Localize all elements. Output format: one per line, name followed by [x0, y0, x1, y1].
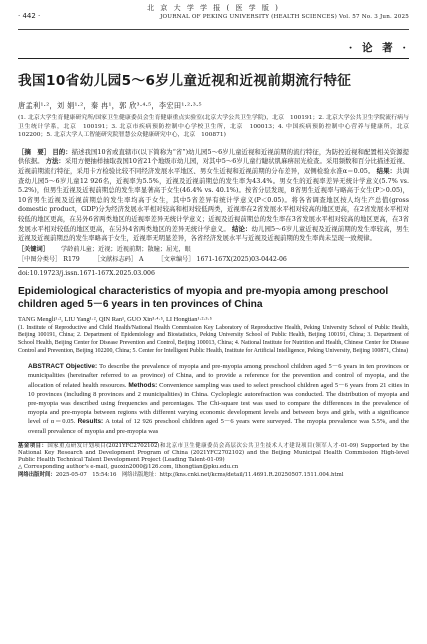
conclusion-text-cn: 幼儿园5～6岁儿童近视及近视前期的发生率较高，男生近视及近视前期总的发生率略高于女生，近视率无明显差异，各省经济发展水平与近视及近视前期的发生率尚未呈现一致规律。: [18, 224, 409, 243]
journal-name-en: JOURNAL OF PEKING UNIVERSITY (HEALTH SCIENCES) Vol. 57 No. 3 Jun. 2025: [160, 14, 409, 20]
footnote-corresponding: [18, 464, 409, 471]
methods-label-cn: 方法：: [45, 157, 65, 166]
results-text-en: A total of 12 926 preschool children aged 5－6 years were surveyed. The myopia prevalence was 5.5%, and the overall prevalence of myopia and pre-myopia was: [28, 418, 410, 435]
document-code: ［文献标志码］ A: [93, 255, 144, 263]
authors-en: TANG Mengli¹·², LIU Yang¹·², QIN Ran¹, GUO Xin³·⁴·⁵, LI Hongtian¹·²·³·⁵: [18, 315, 212, 323]
objective-text-cn: 描述我国10省或直辖市(以下简称为“省”)幼儿园5～6岁儿童近视和近视前期的流行特征，为防控近视和配置相关资源提供依据。: [18, 147, 409, 166]
doi: doi:10.19723/j.issn.1671-167X.2025.03.006: [18, 269, 155, 277]
abstract-label-cn: ［摘 要］: [18, 147, 51, 156]
methods-text-en: Convenience sampling was used to select preschool children aged 5－6 years from 21 cities in 10 provinces (including 8 provinces and 2 municipalities) in China. Cycloplegic autorefraction was conducted. The distribution of myopia and pre-myopia was described using frequencies and percentages. The Chi-square test was used to compare the differences in the prevalence of myopia and pre-myopia between regions with different varying economic development levels and between boys and girls, with a significance level of α＝0.05.: [28, 381, 409, 426]
clc-number: ［中图分类号］ R179: [18, 255, 80, 263]
footnote-online: [18, 472, 409, 479]
methods-text-cn: 采用方便抽样抽取我国10省21个地级市幼儿园，对其中5～6岁儿童行睫状肌麻痹屈光检查。采用频数和百分比描述近视、近视前期流行特征，采用卡方检验比较不同经济发展水平地区、男女生近视和近视前期的分布差异，双侧检验水准α＝0.05。: [18, 157, 409, 175]
abstract-label-en: ABSTRACT: [28, 363, 64, 371]
corresponding-label: △ Corresponding author's e-mail,: [18, 464, 109, 471]
classification-meta: [18, 255, 409, 264]
objective-label-en: Objective:: [65, 363, 98, 371]
authors-cn: 唐孟利¹·²，刘 娟¹·²，秦 冉¹，郭 欣³·⁴·⁵，李宏田¹·²·³·⁵: [18, 101, 202, 110]
article-number: ［文章编号］ 1671-167X(2025)03-0442-06: [157, 255, 287, 263]
page-number: · 442 ·: [18, 12, 41, 20]
article-title-cn: 我国10省幼儿园5～6岁儿童近视和近视前期流行特征: [18, 73, 352, 89]
keywords-label-cn: ［关键词］: [18, 245, 49, 253]
corresponding-email[interactable]: guoxin2000@126.com, lihongtian@pku.edu.cn: [110, 464, 239, 471]
results-text-cn: 共调查幼儿园5～6岁儿童12 926名，近视率为5.5%，近视及近视前期总的发生率为43.4%。男女生的近视率差异无统计学意义(5.7% vs. 5.2%)，但男生近视及近视前期总的发生率显著高于女生(46.4% vs. 40.1%)。按省分层发现，8省男生近视率与略高于女生(P＞0.05)，10省男生近视及近视前期总的发生率均高于女生，其中5省差异有统计学意义(P＜0.05)。将各省调查地区按人均生产总值(gross domestic product，GDP)分为经济发展水平相对较高和相对较低两类，近视率在2省发展水平相对较高的地区更高，在2省发展水平相对较低的地区更高，在另外6省两类地区的近视率差异无统计学意义；近视及近视前期总的发生率在3省发展水平相对较高的地区更高，在3省发展水平相对较低的地区更高，在另外4省两类地区的差异无统计学意义。: [18, 166, 409, 233]
affiliations-cn: (1. 北京大学生育健康研究所/国家卫生健康委员会生育健康重点实验室(北京大学公共卫生学院)，北京 100191；2. 北京大学公共卫生学院流行病与卫生统计学系，北京 100191；3. 北京市疾病预防控制中心学校卫生所，北京 100013；4. 中国疾病预防控制中心营养与健康所，北京 102200；5. 北京大学人工智能研究院智慧公众健康研究中心，北京 100871): [18, 115, 415, 139]
keywords-cn: [18, 245, 409, 254]
section-rule: [18, 58, 409, 59]
methods-label-en: Methods:: [128, 381, 158, 389]
journal-name-cn: 北 京 大 学 学 报 ( 医 学 版 ): [147, 4, 280, 12]
results-label-cn: 结果：: [376, 166, 397, 175]
results-label-en: Results:: [77, 418, 104, 426]
fund-text: 国家重点研发计划项目(2021YFC2702102)和北京市卫生健康委员会高层次公共卫生技术人才建设项目(领军人才-01-09) Supported by the National Key Research and Development Program of China (2021YFC2702102) and the Beijing Municipal Health Commission High-level Public Health Technical Talent Development Project (Leading Talent-01-09): [18, 442, 409, 464]
objective-label-cn: 目的：: [52, 147, 72, 156]
conclusion-label-cn: 结论：: [232, 224, 252, 233]
online-text: 2025-05-07 15:54:16 网络出版地址：http://kns.cnki.net/kcms/detail/11.4691.R.20250507.1511.004.html: [55, 471, 344, 478]
affiliations-en: (1. Institute of Reproductive and Child Health/National Health Commission Key Laboratory of Reproductive Health, Peking University School of Public Health, Beijing 100191, China; 2. Department of Epidemiology and Biostatistics, Peking University School of Public Health, Beijing 100191, China; 3. Department of School Health, Beijing Center for Disease Prevention and Control, Beijing 100013, China; 4. National Institute for Nutrition and Health, Chinese Center for Disease Control and Prevention, Beijing 102200, China; 5. Center for Intelligent Public Health, Institute for Artificial Intelligence, Peking University, Beijing 100871, China): [18, 324, 409, 354]
fund-label: 基金项目：: [18, 442, 48, 449]
footnote-fund: [18, 443, 409, 465]
running-header: [18, 0, 409, 30]
online-label: 网络出版时间：: [18, 471, 56, 478]
objective-text-en: To describe the prevalence of myopia and pre-myopia among preschool children aged 5－6 years in ten provinces or municipalities (hereinafter referred to as province) of China, and to provide a reference for the prevention and control of myopia, and the allocation of related health resources.: [28, 363, 409, 389]
doi-rule: [18, 267, 409, 268]
abstract-cn: [18, 148, 409, 244]
abstract-en: [18, 362, 409, 436]
section-label: · 论 著 ·: [348, 42, 409, 54]
keywords-value-cn: 学龄前儿童；近视；近视前期；散瞳；屈光，眼: [60, 245, 191, 253]
article-title-en: Epidemiological characteristics of myopia and pre-myopia among preschool children aged 5－6 years in ten provinces of China: [18, 285, 389, 310]
